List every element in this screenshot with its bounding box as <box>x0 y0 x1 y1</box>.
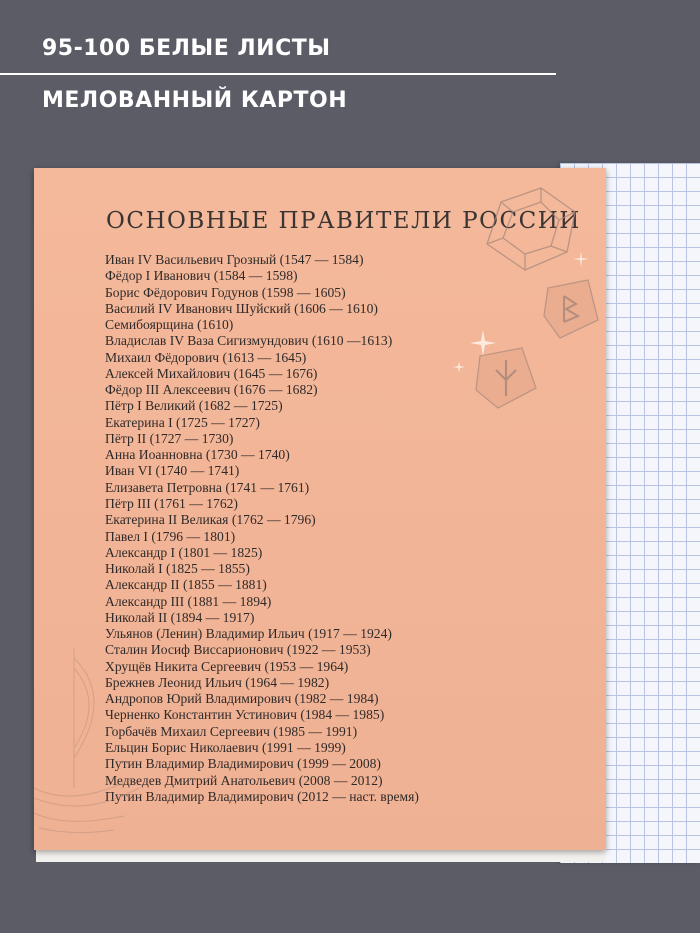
ruler-list-item: Павел I (1796 — 1801) <box>105 528 236 544</box>
sparkle-icon <box>572 250 590 268</box>
ruler-list-item: Екатерина II Великая (1762 — 1796) <box>105 512 316 528</box>
rulers-list <box>105 252 419 805</box>
ruler-list-item: Горбачёв Михаил Сергеевич (1985 — 1991) <box>105 723 358 739</box>
ruler-list-item: Николай II (1894 — 1917) <box>105 609 255 625</box>
ruler-list-item: Сталин Иосиф Виссарионович (1922 — 1953) <box>105 642 371 658</box>
ruler-list-item: Ульянов (Ленин) Владимир Ильич (1917 — 1924) <box>105 626 392 642</box>
ruler-list-item: Андропов Юрий Владимирович (1982 — 1984) <box>105 691 379 707</box>
ruler-list-item: Путин Владимир Владимирович (2012 — наст. время) <box>105 788 419 804</box>
crystal-gem-icon <box>479 182 584 277</box>
ruler-list-item: Екатерина I (1725 — 1727) <box>105 414 260 430</box>
ruler-list-item: Медведев Дмитрий Анатольевич (2008 — 2012) <box>105 772 383 788</box>
ruler-list-item: Анна Иоанновна (1730 — 1740) <box>105 447 290 463</box>
ruler-list-item: Хрущёв Никита Сергеевич (1953 — 1964) <box>105 658 349 674</box>
rune-stone-icon <box>540 276 602 344</box>
ruler-list-item: Иван IV Васильевич Грозный (1547 — 1584) <box>105 252 364 267</box>
notebook-cover <box>34 168 606 850</box>
banner-title: 95-100 БЕЛЫЕ ЛИСТЫ <box>42 36 331 61</box>
ruler-list-item: Путин Владимир Владимирович (1999 — 2008) <box>105 756 381 772</box>
ruler-list-item: Семибоярщина (1610) <box>105 317 234 333</box>
sparkle-icon <box>452 360 466 374</box>
ruler-list-item: Елизавета Петровна (1741 — 1761) <box>105 479 310 495</box>
ruler-list-item: Иван VI (1740 — 1741) <box>105 463 240 479</box>
ruler-list-item: Пётр III (1761 — 1762) <box>105 495 238 511</box>
inner-pages-edge <box>36 848 606 862</box>
ruler-list-item: Пётр II (1727 — 1730) <box>105 430 234 446</box>
ruler-list-item: Василий IV Иванович Шуйский (1606 — 1610) <box>105 300 378 316</box>
ruler-list-item: Алексей Михайлович (1645 — 1676) <box>105 365 318 381</box>
viking-ship-sketch <box>34 638 144 838</box>
banner-divider <box>0 73 556 75</box>
ruler-list-item: Александр III (1881 — 1894) <box>105 593 272 609</box>
ruler-list-item: Борис Фёдорович Годунов (1598 — 1605) <box>105 284 346 300</box>
ruler-list-item: Фёдор III Алексеевич (1676 — 1682) <box>105 382 318 398</box>
ruler-list-item: Александр II (1855 — 1881) <box>105 577 267 593</box>
ruler-list-item: Александр I (1801 — 1825) <box>105 544 263 560</box>
ruler-list-item: Владислав IV Ваза Сигизмундович (1610 —1613) <box>105 333 393 349</box>
ruler-list-item: Пётр I Великий (1682 — 1725) <box>105 398 283 414</box>
ruler-list-item: Михаил Фёдорович (1613 — 1645) <box>105 349 307 365</box>
ruler-list-item: Николай I (1825 — 1855) <box>105 561 250 577</box>
sparkle-icon <box>468 328 498 358</box>
ruler-list-item: Брежнев Леонид Ильич (1964 — 1982) <box>105 674 330 690</box>
banner-subtitle: МЕЛОВАННЫЙ КАРТОН <box>42 88 348 113</box>
ruler-list-item: Черненко Константин Устинович (1984 — 1985) <box>105 707 385 723</box>
ruler-list-item: Ельцин Борис Николаевич (1991 — 1999) <box>105 739 346 755</box>
ruler-list-item: Фёдор I Иванович (1584 — 1598) <box>105 268 298 284</box>
cover-title: ОСНОВНЫЕ ПРАВИТЕЛИ РОССИИ <box>106 208 581 234</box>
